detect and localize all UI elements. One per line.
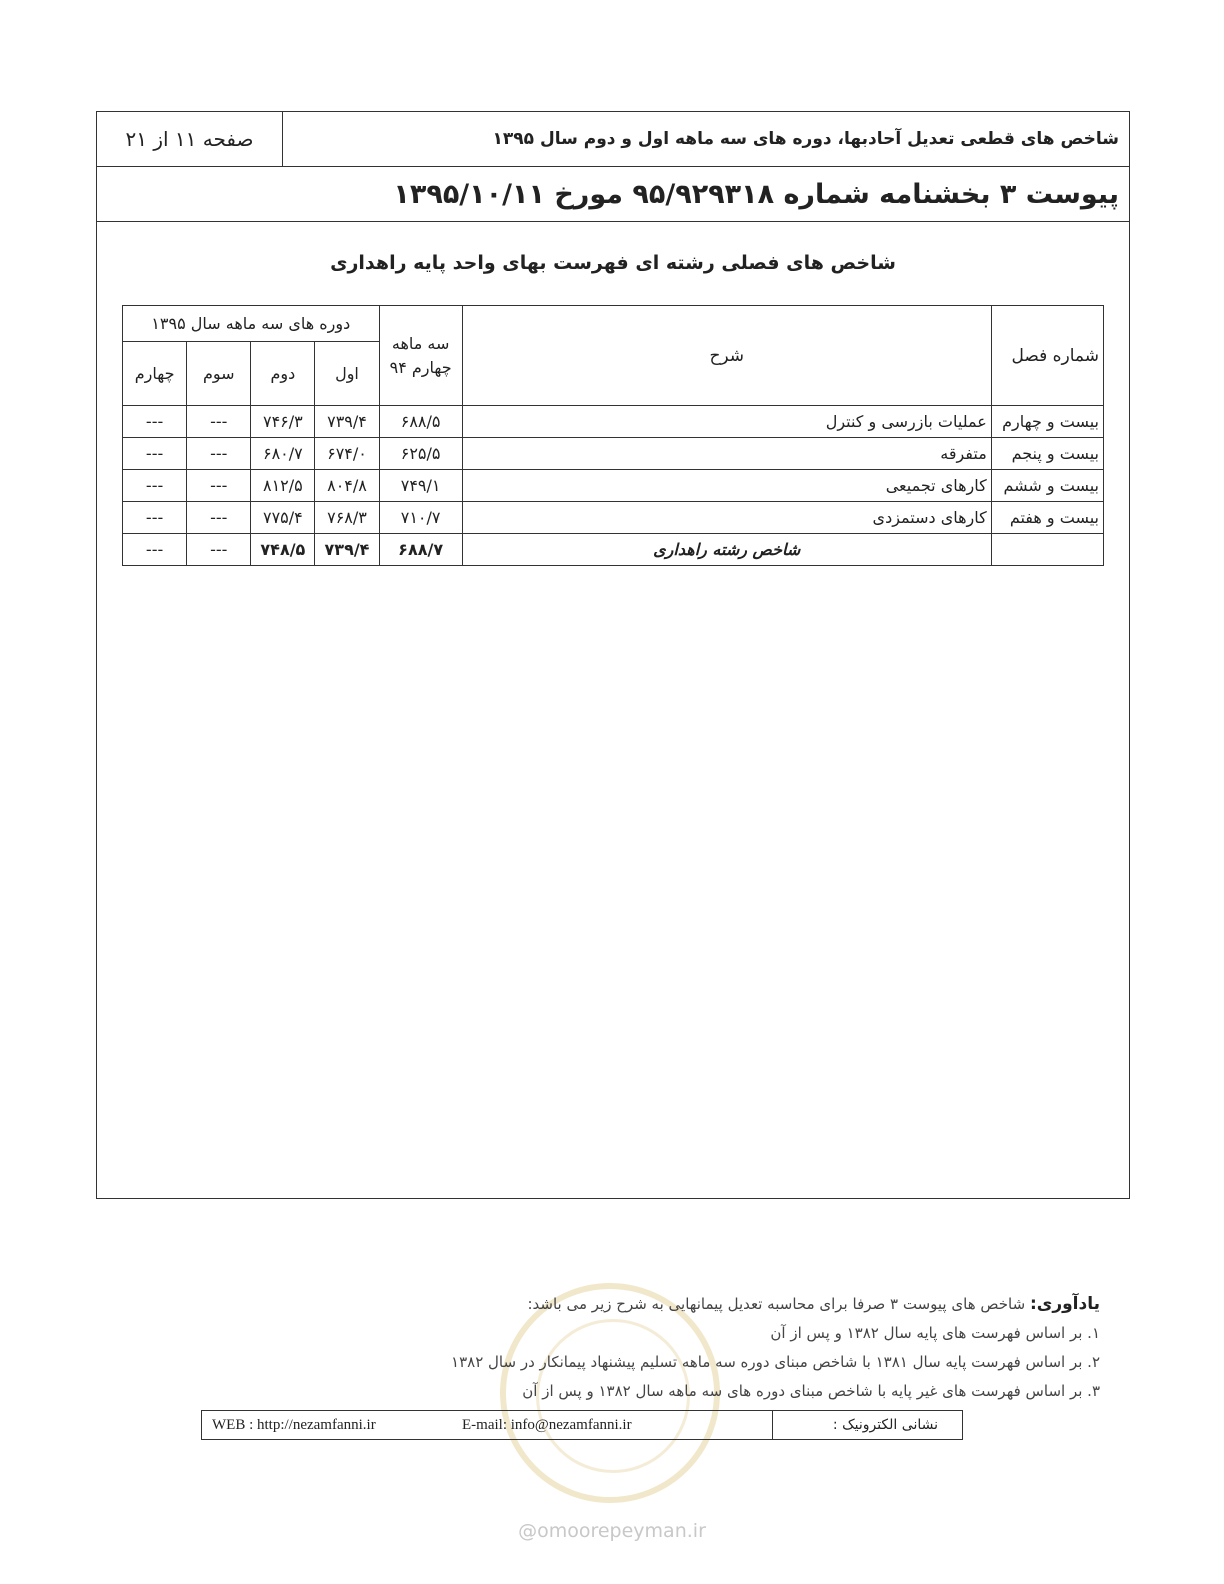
col-header-quarter-3: سوم bbox=[187, 342, 251, 406]
page-frame bbox=[96, 111, 1130, 1199]
value-cell: ۷۳۹/۴ bbox=[315, 406, 379, 438]
value-cell: ۸۰۴/۸ bbox=[315, 470, 379, 502]
table-row bbox=[123, 438, 1104, 470]
value-cell: ۷۴۶/۳ bbox=[251, 406, 315, 438]
reminder-item: ۳. بر اساس فهرست های غیر پایه با شاخص مبنای دوره های سه ماهه سال ۱۳۸۲ و پس از آن bbox=[522, 1382, 1100, 1400]
col-header-quarter-2: دوم bbox=[251, 342, 315, 406]
col-header-quarter-1: اول bbox=[315, 342, 379, 406]
circular-reference: پیوست ۳ بخشنامه شماره ۹۵/۹۲۹۳۱۸ مورخ ۱۳۹۵/۱۰/۱۱ bbox=[393, 178, 1119, 210]
description-cell: کارهای تجمیعی bbox=[462, 470, 991, 502]
col-header-description: شرح bbox=[462, 306, 991, 406]
reminder-note bbox=[200, 1290, 1100, 1406]
description-cell: عملیات بازرسی و کنترل bbox=[462, 406, 991, 438]
total-value-cell: ۶۸۸/۷ bbox=[379, 534, 462, 566]
value-cell: --- bbox=[187, 438, 251, 470]
table-row bbox=[123, 502, 1104, 534]
value-cell: ۷۱۰/۷ bbox=[379, 502, 462, 534]
col-header-chapter: شماره فصل bbox=[991, 306, 1103, 406]
value-cell: ۶۸۸/۵ bbox=[379, 406, 462, 438]
total-description-cell: شاخص رشته راهداری bbox=[462, 534, 991, 566]
contact-label: نشانی الکترونیک : bbox=[772, 1411, 962, 1439]
table-title: شاخص های فصلی رشته ای فهرست بهای واحد پایه راهداری bbox=[330, 252, 896, 274]
value-cell: ۷۷۵/۴ bbox=[251, 502, 315, 534]
reminder-intro-line bbox=[200, 1290, 1100, 1319]
email-link[interactable]: E-mail: info@nezamfanni.ir bbox=[462, 1416, 632, 1433]
value-cell: ۷۶۸/۳ bbox=[315, 502, 379, 534]
description-cell: کارهای دستمزدی bbox=[462, 502, 991, 534]
chapter-cell-empty bbox=[991, 534, 1103, 566]
chapter-cell: بیست و پنجم bbox=[991, 438, 1103, 470]
value-cell: --- bbox=[187, 502, 251, 534]
total-value-cell: ۷۴۸/۵ bbox=[251, 534, 315, 566]
value-cell: --- bbox=[187, 406, 251, 438]
header-row bbox=[97, 112, 1129, 167]
total-value-cell: ۷۳۹/۴ bbox=[315, 534, 379, 566]
value-cell: ۶۸۰/۷ bbox=[251, 438, 315, 470]
value-cell: ۶۲۵/۵ bbox=[379, 438, 462, 470]
reminder-item: ۲. بر اساس فهرست پایه سال ۱۳۸۱ با شاخص مبنای دوره سه ماهه تسلیم پیشنهاد پیمانکار در سال ۱۳۸۲ bbox=[451, 1353, 1100, 1371]
value-cell: ۸۱۲/۵ bbox=[251, 470, 315, 502]
document-title: شاخص های قطعی تعدیل آحادبها، دوره های سه ماهه اول و دوم سال ۱۳۹۵ bbox=[492, 129, 1119, 149]
index-table bbox=[122, 305, 1104, 566]
value-cell: ۷۴۹/۱ bbox=[379, 470, 462, 502]
watermark-site: @omoorepeyman.ir bbox=[518, 1520, 706, 1542]
col-header-group-1395: دوره های سه ماهه سال ۱۳۹۵ bbox=[123, 306, 380, 342]
value-cell: --- bbox=[123, 438, 187, 470]
value-cell: --- bbox=[123, 406, 187, 438]
chapter-cell: بیست و چهارم bbox=[991, 406, 1103, 438]
value-cell: --- bbox=[123, 502, 187, 534]
description-cell: متفرقه bbox=[462, 438, 991, 470]
reminder-item: ۱. بر اساس فهرست های پایه سال ۱۳۸۲ و پس از آن bbox=[770, 1324, 1100, 1342]
circular-row bbox=[97, 167, 1129, 222]
col-header-q4-94: سه ماهه چهارم ۹۴ bbox=[379, 306, 462, 406]
total-row bbox=[123, 534, 1104, 566]
value-cell: --- bbox=[123, 470, 187, 502]
col-header-quarter-4: چهارم bbox=[123, 342, 187, 406]
total-value-cell: --- bbox=[123, 534, 187, 566]
table-row bbox=[123, 470, 1104, 502]
contact-box bbox=[201, 1410, 963, 1440]
reminder-intro: شاخص های پیوست ۳ صرفا برای محاسبه تعدیل پیمانهایی به شرح زیر می باشد: bbox=[527, 1295, 1026, 1313]
table-row bbox=[123, 406, 1104, 438]
total-value-cell: --- bbox=[187, 534, 251, 566]
page-number: صفحه ۱۱ از ۲۱ bbox=[97, 112, 283, 166]
value-cell: --- bbox=[187, 470, 251, 502]
chapter-cell: بیست و هفتم bbox=[991, 502, 1103, 534]
reminder-heading: یادآوری: bbox=[1029, 1294, 1100, 1314]
chapter-cell: بیست و ششم bbox=[991, 470, 1103, 502]
website-link[interactable]: WEB : http://nezamfanni.ir bbox=[212, 1416, 376, 1433]
value-cell: ۶۷۴/۰ bbox=[315, 438, 379, 470]
